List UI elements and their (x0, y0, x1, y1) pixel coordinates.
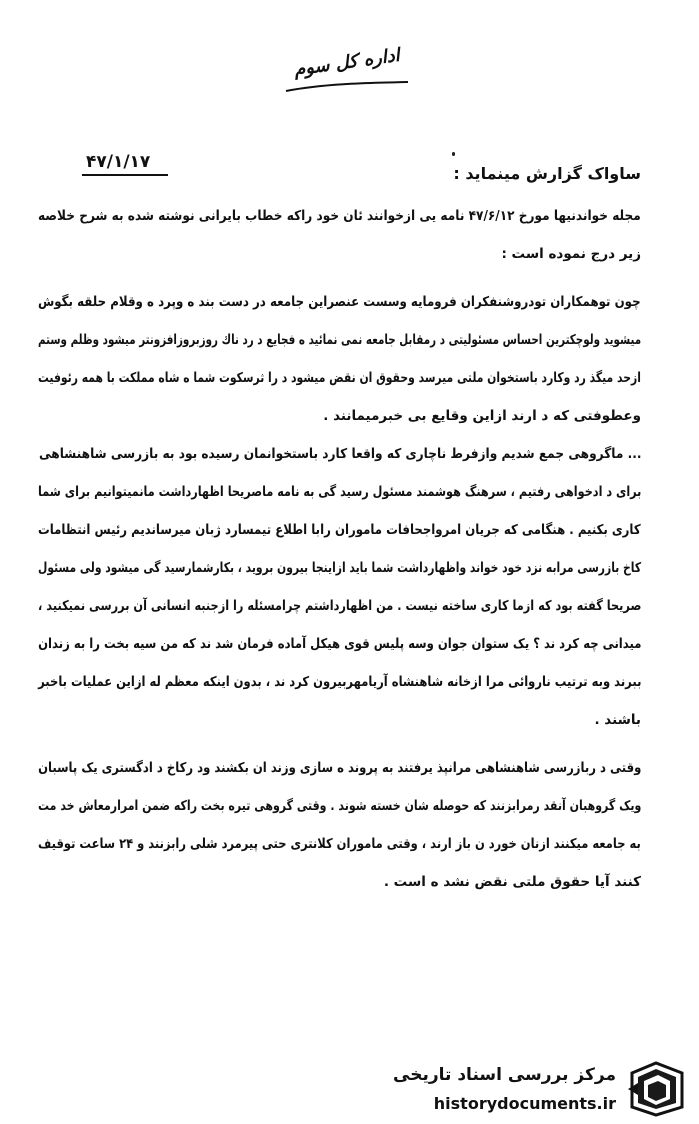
text-line: وعطوفتی که د ارند ازاین وقایع بی خبرمیمانند . (323, 408, 641, 424)
annotation-underline (282, 80, 412, 94)
text-line: زیر درج نموده است : (501, 246, 641, 262)
text-line: مجله خواندنیها مورخ ۴۷/۶/۱۲ نامه یی ازخوانند ئان خود راکه خطاب بایرانی نوشته شده به شرح خلاصه (38, 208, 641, 224)
text-line: وقتی د ربازرسی شاهنشاهی مرانپذ یرفتند به پروند ه سازی وزند ان بکشند ود رکاخ د ادگستری یک پاسبان (37, 760, 641, 776)
text-line: ... ماگروهی جمع شدیم وازفرط ناچاری که واقعا کارد باستخوانمان رسیده بود به بازرسی شاهنشاهی (38, 446, 641, 462)
text-line: کاری بکنیم . هنگامی که جریان امرواجحافات ماموران رابا اطلاع تیمسارد ژبان میرساندیم رئیس انتظامات (38, 522, 641, 538)
handwritten-annotation: اداره کل سوم (292, 44, 401, 81)
document-date: ۴۷/۱/۱۷ (86, 152, 151, 172)
text-line: باشند . (594, 712, 641, 728)
text-line: ازحد میگذ رد وکارد باستخوان ملتی میرسد وحقوق ان نقض میشود د را ثرسکوت شما ه شاه مملکت با همه رئوفیت (38, 370, 641, 386)
ink-speck (452, 152, 455, 156)
text-line: ببرند وبه ترتیب ناروائی مرا ازخانه شاهنشاه آریامهربیرون کرد ند ، بدون اینکه معظم له ازاین عملیات باخبر (37, 674, 641, 690)
text-line: چون توهمکاران تودروشنفکران فرومایه وسست عنصراین جامعه در دست بند ه وپرد ه وقلام حلقه بگوش (38, 294, 641, 310)
text-line: میدانی چه کرد ند ؟ یک ستوان جوان وسه پلیس قوی هیکل آماده فرمان شد ند که من سیه بخت را به زندان (37, 636, 641, 652)
text-line: برای د ادخواهی رفتیم ، سرهنگ هوشمند مسئول رسید گی به نامه ماصریحا اظهارداشت مانمیتوانیم برای شما (37, 484, 641, 500)
text-line: میشوید ولوچکترین احساس مسئولیتی د رمقابل جامعه نمی نمائید ه فجایع د رد ناك روزبروزافزونتر میشود وظلم وستم (37, 332, 641, 348)
text-line: به جامعه میکنند ازنان خورد ن باز ارند ، وقتی ماموران کلانتری حتی پیرمرد شلی رابزنند و ۲۴ ساعت توقیف (38, 836, 641, 852)
archive-logo-icon (624, 1059, 688, 1117)
text-line: کاخ بازرسی مرابه نزد خود خواند واظهارداشت شما باید ازاینجا بیرون بروید ، بکارشمارسید گی میشود ولی مسئول (37, 560, 641, 576)
text-line: ویک گروهبان آنقد رمرابزنند که حوصله شان خسته شوند . وقتی گروهی تیره بخت راکه ضمن امرارمعاش خد مت (37, 798, 641, 814)
report-heading: ساواک گزارش مینماید : (453, 164, 641, 183)
watermark-title: مرکز بررسی اسناد تاریخی (393, 1065, 616, 1085)
watermark-url: historydocuments.ir (433, 1094, 616, 1113)
text-line: صریحا گفته بود که ازما کاری ساخته نیست . من اظهارداشتم چرامسئله را ازجنبه انسانی آن بررسی نمیکنید ، (37, 598, 641, 614)
date-underline (82, 174, 168, 176)
text-line: کنند آیا حقوق ملتی نقض نشد ه است . (383, 874, 641, 890)
watermark (393, 1057, 692, 1119)
